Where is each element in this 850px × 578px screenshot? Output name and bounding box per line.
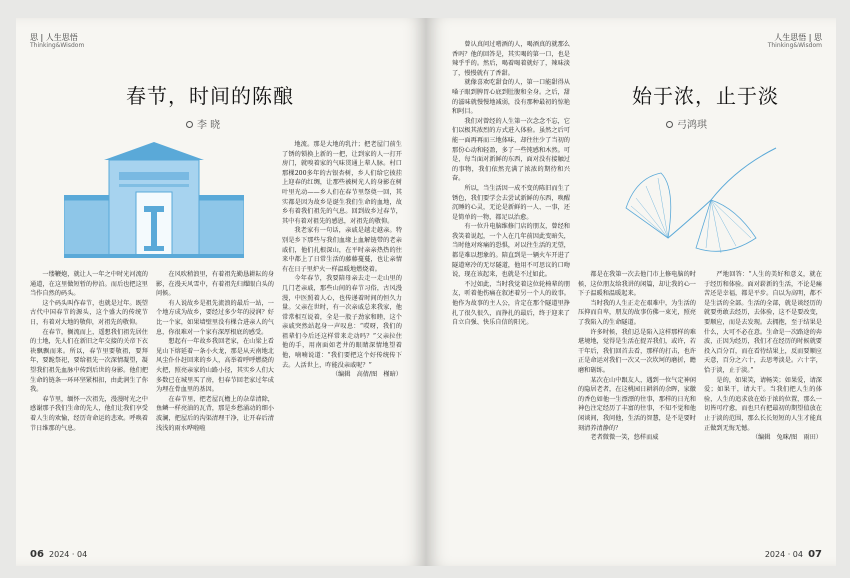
article-title-left: 春节，时间的陈酿 [126,84,294,108]
circle-icon [186,121,193,128]
text-column-left-1: 一缕鞭炮，就让人一年之中时光河流的通道，在这里做短暂的停泊。而后也把这里当作自然的码头。 这个码头叫作春节，也就是过年。既望古代中国春节的源头，这个盛大的传统节日，有着对大地的敬仰，对祖先的敬仰。 在春节，搁流而上，遥想我们祖先居住的土地，先人们在新旧之年交接的关帝下衣袂飘飘而来。所以，春节里要敬祖，要拜年，要跪祭祀，要给祖先一次深情凝望，凝望我们祖先血脉中传到后世的身影。他们把生命的链条一环环坚紧相扣，由此润生了你我。 春节里，缅怀一次祖先，漫漫时光之中感谢那予我们生命的先人，他们让我们享受着人生的欢愉，经历奇命运的悲欢。呼唤着节日维那的气息。 [30,271,148,432]
text-column-left-2: 在风吹稍浪里，有着祖先勤恳耕耘的身影，在漫天风雪中，有着祖先归耀眼白头的问候。 有人说故乡是祖先流浪的最后一站，一个地方成为故乡，要经过多少年的浸润？好比一个家，如果墙壁里没有棵合进亲人的气息，你很难对一个家有深厚根底的感受。 想起有一年故乡我回老家，在山梁上看见山下熔延着一条小火龙，那是从天南地北风尘仆仆赶回来的乡人，高举着呼呼燃烧的火把，照亮亲家的山路小径，其实乡人们大多数已在城里买了房，但春节回老家过年成为埋在骨血里的基因。 在春节里，把老屋瓦檐上的杂草清除，鱼鳞一样亮油的瓦背，那是乡愁涌动的细小波澜，把屋后的沟渠清理干净，让开春后清浅浅的雨水哗啦啦 [156,271,274,432]
author-left: 李 晓 [186,116,220,131]
circle-icon [666,121,673,128]
text-column-right-2: 都是在我第一次去他门市上修电脑的时候，这位朋友给我讲的闲篇，却让我的心一下子温暖和温暖起来。 当时我的人生正走在艰难中，为生活的压抑而自卑，朋友的故事仿佛一束光，照亮了我陷入的生命隧道。 许多时候，我们总是陷入这样那样的难堪境地，觉得是生活在捉弄我们，或许，若干年后，我们回首去看，那样的打击，也许正是命运对我们一次又一次坎坷的磨折，瞻磨和砺练。 某次在山中跟友人，遇到一位气定神闲的隐居老者，在这桃园日耕斜的余晖，家徽的香色如他一生漂漂的往事，那样的日光和神色注定经历了丰富的往事，不知不觉和他闲谈间，我问他，生活的智慧，是不是要时刻清养清静的？ 老者微微一笑，悠样而威 [578,271,696,442]
page-footer-right: 2024 · 04 07 [764,549,822,560]
section-label-right: 人生思悟 | 思 Thinking&Wisdom [767,33,822,49]
author-right: 弓鸿琪 [666,116,707,131]
courtyard-gate-illustration [64,140,244,260]
page-number: 07 [808,549,822,560]
left-page [16,18,426,566]
section-label-left: 思 | 人生思悟 Thinking&Wisdom [30,33,85,49]
page-footer-left: 06 2024 · 04 [30,549,88,560]
page-number: 06 [30,549,44,560]
article-title-right: 始于浓，止于淡 [632,84,779,108]
text-column-right-1: 曾认真问过嗜酒的人，喝酒真的就那么香吗？他的回答是，其实喝的第一口，也是辣乎乎的。然后，喝着喝着就好了，辣味淡了，慢慢就有了香甜。 就像喜欢吃甜食的人，第一口能甜得从嗓子眼到脾胃心底到肚腹和全身。之后，甜的滋味就慢慢地减弱，没有那种最初的惊艳和阿目。 我们对曾经的人生第一次念念不忘，它们以极其浓烈的方式进入体验。虽然之后可能一面再再而三地体味，却往往少了当初的那份心动和轻盈，多了一些钝感和木然。可是，每当面对新鲜的东西，面对没有接触过的事物，我们依然充满了浓浓的期待和兴奋。 所以，当生活因一成不变的陈旧而生了锈色，我们要学会去尝试新鲜的东西，唤醒沉睡的心灵，无论是新鲜的一人、一事，还是简单的一物，都足以治愈。 有一位升电脑维修门店的朋友，曾经和我笑着说起，一个人在几年前因此变暗失，当时他对疼痛的恐惧，对以往生活的无望，都是难以想象的。陪直到是一辆火车开进了隧道寒冷的无尽隧道，他用不可思议的口吻说，现在该起来，也就是不过如此。 不过如此，当时我觉着这位轮椅辈的朋友，听着他伤痛在叙述着另一个人的故事。他作为故事的主人公，肯定在那个隧道里挣扎了很久很久，而挣扎的最后，终于迎来了自立自强、快乐自信的阳光。 [452,41,570,327]
ginkgo-leaf-illustration [616,138,786,258]
text-column-left-3: 地流。那是大地的乳汁；把老屋门前生了锈的锁换上新的一把，让到家的人一打开房门，就嗅着家的气味贯通上辈人脉。村口那棵200多年的古银杏树，乡人们给它披挂上迎春的红绸，让那些被树光人的身影在树叶里光动——乡人们在春节里祭奠一回，其实都是因为故乡是诞生我们生命的血地，故乡有着我们祖先的气息。回到故乡过春节，其中有着对祖先的感恩，对祖先的敬仰。 我老家有一句话，亲戚是越走越亲。特别是乡下那些与我们血缘上血解链带的老亲戚们，他们扎根深山，在平时亲亲热热的往来中都上了日常生活的藤藤蔓蔓，也让亲情有在日子里炉火一样温暖地燃烧着。 今年春节，我要陪母亲去走一走山里的几门老亲戚，那些山间的春节习俗，古风漫漫，中医照着人心，也传递着时间的恒久力量。父亲在世时，有一次亲戚总来我家，他常常相互说着，全是一股子劲家和睦，这个亲戚突然站起身一声叹息：“哎呀，我们的祖辈们今后还这样常来走动吗？”父亲拉住他的手，用南面如老井的眼睛深情地望着他，喃喃说道：“我们要把这个好传统传下去。人活世上，咋能没亲戚呢？” （编辑 高倩/图 槿暗） [282,141,402,379]
right-page [426,18,836,566]
text-column-right-3: 严地回答：“人生的美好和意义，就在于经历和体验。面对崭新的生活，不论是痛苦还是幸福，都是平步。自以为高明，都不是生活的全部。生活的全部，就是谈经历的就要勇敢去经历，去体验，这不是要改变，要顺应，而是去发现。去拥抱，至于结果是什么，大可不必在意。生命是一次路途的奔波，正因为经历，我们才在经历的时候就要投入百分百，而在看待结果上，反而要顺应天意，百分之六十，去思考淡是。六十字，恰于淡，止于淡。” 是的，如果笑，请畅笑；如果爱，请深爱；如果干，请大干。当我们把人生的体验，人生的追求放在始于浓的位置，那么一切皆可疗愈，而也只有把最初的期望值放在止于淡的范围，那么长长短短的人生才能真正做到无悔无憾。 （编辑 兔咪/图 雨田） [704,271,822,442]
